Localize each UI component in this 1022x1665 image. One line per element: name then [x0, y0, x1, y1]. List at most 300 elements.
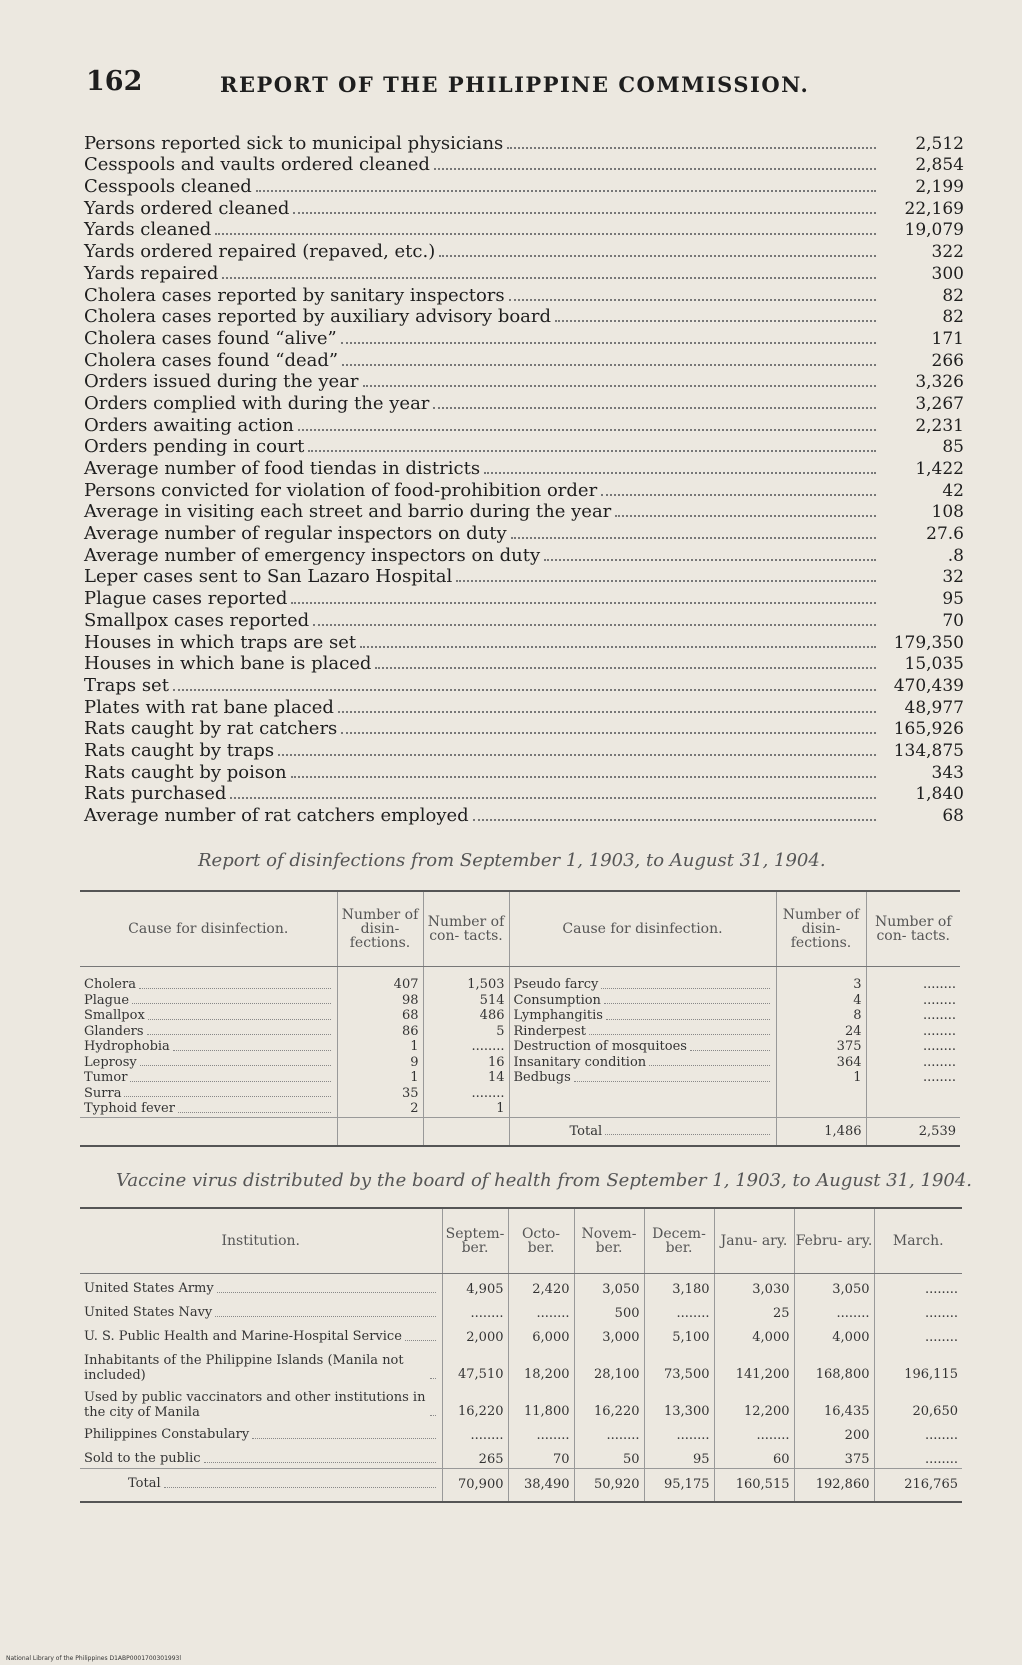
stat-value: 108 [931, 502, 964, 523]
col-header-disinfections-2: Number of disin- fections. [776, 891, 866, 967]
dot-leader [507, 147, 876, 149]
disinfections-value: 375 [836, 1039, 862, 1054]
stat-value: 48,977 [904, 697, 964, 718]
stat-row [84, 306, 964, 328]
stat-label: Rats caught by poison [84, 761, 287, 783]
contacts-value: 1 [496, 1101, 505, 1116]
stat-row [84, 436, 964, 458]
dot-leader [222, 277, 876, 279]
cause-label: Cholera [84, 977, 136, 992]
dot-leader [473, 819, 876, 821]
dot-leader [604, 1003, 770, 1004]
stat-value: 179,350 [893, 632, 964, 653]
cause-label: Smallpox [84, 1008, 145, 1023]
total-contacts: 2,539 [866, 1117, 960, 1146]
month-value: 3,180 [644, 1274, 714, 1299]
cause-label: Plague [84, 992, 130, 1008]
month-value: 13,300 [644, 1383, 714, 1420]
table-row [80, 1383, 962, 1420]
stat-row [84, 414, 964, 436]
institution-cell [84, 1428, 438, 1443]
total-value: 95,175 [644, 1469, 714, 1503]
stat-row [84, 501, 964, 523]
cause-item [514, 993, 772, 1009]
month-value: 95 [644, 1444, 714, 1469]
contacts-value: ........ [471, 1039, 505, 1054]
month-value: 3,050 [574, 1274, 644, 1299]
cause-item [514, 1039, 772, 1055]
stat-value: 32 [942, 567, 964, 588]
month-value: 73,500 [644, 1346, 714, 1383]
stat-row [84, 479, 964, 501]
col-header: March. [874, 1208, 962, 1274]
dot-leader [544, 559, 876, 561]
month-value: 4,905 [442, 1274, 508, 1299]
month-value: 70 [508, 1444, 574, 1469]
stat-value: 70 [942, 610, 964, 631]
stat-row [84, 197, 964, 219]
stat-value: 171 [931, 328, 964, 349]
month-value: 2,000 [442, 1322, 508, 1346]
vaccine-table [80, 1207, 962, 1503]
dot-leader [173, 1050, 331, 1051]
disinfections-value: 364 [836, 1054, 862, 1070]
disinfections-value: 1 [853, 1070, 862, 1085]
month-value: 265 [442, 1444, 508, 1469]
month-value: 25 [714, 1298, 794, 1322]
contacts-value: 5 [496, 1023, 505, 1039]
stat-value: 82 [942, 285, 964, 306]
stat-row [84, 175, 964, 197]
stat-label: Rats purchased [84, 783, 227, 805]
col-header: Febru- ary. [794, 1208, 874, 1274]
stat-value: .8 [947, 545, 964, 566]
total-value: 38,490 [508, 1469, 574, 1503]
cause-item [514, 1024, 772, 1040]
stat-value: 27.6 [926, 524, 964, 545]
stat-value: 1,422 [915, 459, 964, 479]
stat-label: Average number of regular inspectors on duty [84, 523, 507, 545]
disinfections-value: 98 [401, 992, 419, 1008]
dot-leader [148, 1019, 331, 1020]
stat-value: 470,439 [893, 675, 964, 696]
month-value: ........ [794, 1298, 874, 1322]
dot-leader [341, 342, 876, 344]
dot-leader [147, 1034, 331, 1035]
month-value: 2,420 [508, 1274, 574, 1299]
dot-leader [308, 450, 876, 452]
col-header: Janu- ary. [714, 1208, 794, 1274]
cause-label: Tumor [84, 1070, 128, 1085]
institution-cell [84, 1354, 438, 1383]
cause-item [84, 1008, 333, 1024]
month-value: 12,200 [714, 1383, 794, 1420]
disinfections-value: 35 [401, 1085, 419, 1101]
total-value: 216,765 [874, 1469, 962, 1503]
cause-label: Insanitary condition [513, 1054, 647, 1070]
stat-row [84, 674, 964, 696]
contacts-value: ........ [922, 977, 956, 992]
stat-row [84, 653, 964, 675]
institution-label: Philippines Constabulary [84, 1427, 250, 1442]
dot-leader [511, 537, 876, 539]
month-value: 196,115 [874, 1346, 962, 1383]
stat-value: 19,079 [904, 220, 964, 241]
cause-label: Consumption [513, 992, 601, 1008]
cause-item [84, 1024, 333, 1040]
dot-leader [342, 364, 876, 366]
stat-row [84, 457, 964, 479]
stat-row [84, 219, 964, 241]
total-text: Total [128, 1476, 161, 1491]
institution-cell [84, 1391, 438, 1420]
month-value: ........ [442, 1420, 508, 1444]
disinfections-value: 68 [401, 1008, 419, 1023]
month-value: 60 [714, 1444, 794, 1469]
stat-label: Leper cases sent to San Lazaro Hospital [84, 566, 453, 588]
cause-label: Hydrophobia [84, 1039, 170, 1054]
month-value: 4,000 [794, 1322, 874, 1346]
cause-item [84, 1039, 333, 1055]
month-value: ........ [574, 1420, 644, 1444]
dot-leader [509, 299, 876, 301]
stat-row [84, 783, 964, 805]
stat-label: Cholera cases found “alive” [84, 327, 337, 349]
month-value: ........ [874, 1322, 962, 1346]
month-value: 50 [574, 1444, 644, 1469]
month-value: 16,435 [794, 1383, 874, 1420]
institution-label: United States Navy [84, 1305, 213, 1320]
dot-leader [430, 1415, 436, 1416]
stat-label: Yards ordered cleaned [84, 197, 290, 219]
stat-row [84, 132, 964, 154]
stat-label: Cholera cases reported by sanitary inspectors [84, 284, 505, 306]
stat-row [84, 696, 964, 718]
institution-label: Inhabitants of the Philippine Islands (Manila not included) [84, 1353, 404, 1383]
col-header: Institution. [80, 1208, 442, 1274]
dot-leader [375, 667, 876, 669]
dot-leader [178, 1112, 331, 1113]
month-value: 28,100 [574, 1346, 644, 1383]
dot-leader [204, 1462, 436, 1463]
dot-leader [291, 776, 876, 778]
dot-leader [341, 732, 876, 734]
stat-row [84, 392, 964, 414]
dot-leader [601, 988, 769, 989]
dot-leader [430, 1378, 436, 1379]
dot-leader [439, 255, 876, 257]
stat-row [84, 284, 964, 306]
contacts-value: ........ [922, 992, 956, 1008]
stat-value: 3,326 [915, 372, 964, 393]
contacts-value: 486 [479, 1008, 505, 1023]
disinfections-value: 3 [853, 977, 862, 992]
dot-leader [139, 988, 331, 989]
cause-label: Bedbugs [513, 1070, 571, 1085]
stat-label: Average number of emergency inspectors on duty [84, 544, 541, 566]
stat-label: Average number of food tiendas in districts [84, 458, 481, 479]
stat-row [84, 609, 964, 631]
dot-leader [291, 602, 876, 604]
stat-value: 1,840 [915, 784, 964, 805]
stat-row [84, 349, 964, 371]
month-value: 20,650 [874, 1383, 962, 1420]
total-row [80, 1469, 962, 1503]
contacts-value: ........ [922, 1039, 956, 1054]
disinfections-value: 4 [853, 992, 862, 1008]
cause-item [84, 977, 333, 993]
month-value: ........ [644, 1298, 714, 1322]
stat-value: 322 [931, 242, 964, 263]
month-value: 11,800 [508, 1383, 574, 1420]
dot-leader [606, 1019, 770, 1020]
dot-leader [215, 1316, 435, 1317]
stat-label: Orders issued during the year [84, 371, 359, 393]
dot-leader [360, 646, 876, 648]
cause-label: Leprosy [84, 1054, 137, 1070]
contacts-value: ........ [922, 1054, 956, 1070]
month-value: 5,100 [644, 1322, 714, 1346]
dot-leader [456, 580, 876, 582]
stat-label: Houses in which traps are set [84, 631, 357, 653]
col-header-contacts: Number of con- tacts. [423, 891, 509, 967]
contacts-value: 14 [487, 1070, 505, 1085]
month-value: 3,000 [574, 1322, 644, 1346]
stat-row [84, 240, 964, 262]
stat-label: Cesspools and vaults ordered cleaned [84, 154, 430, 176]
table-row [80, 1444, 962, 1469]
institution-cell [84, 1306, 438, 1321]
institution-cell [84, 1452, 438, 1467]
month-value: 500 [574, 1298, 644, 1322]
total-disinfections: 1,486 [776, 1117, 866, 1146]
dot-leader [298, 429, 876, 431]
vaccine-caption: Vaccine virus distributed by the board of health from September 1, 1903, to August 31, 1904. [116, 1170, 973, 1191]
stat-value: 165,926 [893, 719, 964, 740]
stat-value: 22,169 [904, 198, 964, 219]
stat-value: 82 [942, 307, 964, 328]
cause-item [84, 993, 333, 1009]
disinfections-value: 86 [401, 1023, 419, 1039]
cause-label: Lymphangitis [513, 1008, 603, 1023]
total-label [128, 1477, 438, 1492]
table-row [80, 1346, 962, 1383]
stat-row [84, 761, 964, 783]
dot-leader [140, 1065, 331, 1066]
disinfections-value: 9 [410, 1054, 419, 1070]
stat-row [84, 544, 964, 566]
month-value: 3,050 [794, 1274, 874, 1299]
stat-label: Plates with rat bane placed [84, 696, 334, 718]
dot-leader [164, 1487, 436, 1488]
dot-leader [278, 754, 876, 756]
disinfections-value: 8 [853, 1008, 862, 1023]
stat-label: Orders pending in court [84, 436, 305, 458]
disinfections-value: 407 [393, 977, 419, 992]
contacts-value: 1,503 [467, 977, 505, 992]
dot-leader [649, 1065, 769, 1066]
month-value: ........ [874, 1420, 962, 1444]
dot-leader [132, 1003, 330, 1004]
total-value: 160,515 [714, 1469, 794, 1503]
dot-leader [338, 711, 876, 713]
stat-value: 2,854 [915, 155, 964, 176]
dot-leader [690, 1050, 770, 1051]
dot-leader [124, 1096, 330, 1097]
month-value: 375 [794, 1444, 874, 1469]
col-header: Novem- ber. [574, 1208, 644, 1274]
institution-label: United States Army [84, 1281, 214, 1296]
col-header: Decem- ber. [644, 1208, 714, 1274]
dot-leader [230, 797, 876, 799]
contacts-value: 514 [479, 992, 505, 1008]
dot-leader [256, 190, 876, 192]
col-header: Septem- ber. [442, 1208, 508, 1274]
cause-label: Pseudo farcy [513, 977, 599, 992]
stat-label: Orders complied with during the year [84, 392, 430, 414]
table-row [80, 1420, 962, 1444]
month-value: 18,200 [508, 1346, 574, 1383]
month-value: ........ [508, 1298, 574, 1322]
total-value: 70,900 [442, 1469, 508, 1503]
col-header-disinfections: Number of disin- fections. [337, 891, 423, 967]
dot-leader [555, 320, 876, 322]
stat-row [84, 718, 964, 740]
stat-value: 3,267 [915, 393, 964, 414]
stat-row [84, 804, 964, 826]
month-value: 16,220 [442, 1383, 508, 1420]
stat-row [84, 739, 964, 761]
month-value: ........ [508, 1420, 574, 1444]
stat-value: 2,512 [915, 133, 964, 154]
table-row [80, 1322, 962, 1346]
dot-leader [363, 385, 877, 387]
col-header-cause-2: Cause for disinfection. [509, 891, 776, 967]
month-value: 16,220 [574, 1383, 644, 1420]
contacts-value: ........ [471, 1085, 505, 1101]
stat-value: 68 [942, 806, 964, 826]
cause-item [514, 1070, 772, 1086]
statistics-list [84, 132, 964, 826]
cause-item [514, 1008, 772, 1024]
dot-leader [589, 1034, 770, 1035]
cause-item [84, 1070, 333, 1086]
dot-leader [217, 1292, 436, 1293]
cause-item [84, 1086, 333, 1102]
stat-label: Average in visiting each street and barrio during the year [84, 501, 612, 523]
dot-leader [293, 212, 876, 214]
contacts-value: 16 [487, 1054, 505, 1070]
month-value: 168,800 [794, 1346, 874, 1383]
stat-value: 42 [942, 480, 964, 501]
table-row [80, 1298, 962, 1322]
institution-cell [84, 1282, 438, 1297]
stat-label: Average number of rat catchers employed [84, 805, 469, 826]
cause-label: Surra [84, 1085, 122, 1101]
disinfections-value: 2 [410, 1101, 419, 1116]
stat-value: 85 [942, 437, 964, 458]
cause-item [84, 1055, 333, 1071]
cause-label: Destruction of mosquitoes [513, 1039, 687, 1054]
footer-credit: National Library of the Philippines D1ABP0001700301993l [6, 1655, 182, 1662]
dot-leader [252, 1438, 435, 1439]
stat-label: Rats caught by traps [84, 739, 275, 761]
stat-label: Smallpox cases reported [84, 609, 310, 631]
disinfections-value: 1 [410, 1039, 419, 1054]
col-header-contacts-2: Number of con- tacts. [866, 891, 960, 967]
total-value: 192,860 [794, 1469, 874, 1503]
stat-label: Cesspools cleaned [84, 176, 252, 198]
stat-row [84, 587, 964, 609]
disinfection-table [80, 890, 960, 1147]
month-value: ........ [874, 1274, 962, 1299]
month-value: ........ [442, 1298, 508, 1322]
stat-label: Rats caught by rat catchers [84, 718, 338, 740]
contacts-value: ........ [922, 1008, 956, 1023]
page-number: 162 [86, 66, 143, 97]
institution-label: U. S. Public Health and Marine-Hospital Service [84, 1329, 402, 1344]
month-value: ........ [644, 1420, 714, 1444]
running-head: REPORT OF THE PHILIPPINE COMMISSION. [220, 72, 810, 97]
stat-value: 2,231 [915, 415, 964, 436]
stat-label: Cholera cases reported by auxiliary advisory board [84, 306, 552, 328]
stat-row [84, 522, 964, 544]
stat-value: 343 [931, 762, 964, 783]
dot-leader [313, 624, 876, 626]
stat-label: Orders awaiting action [84, 414, 294, 436]
cause-item [514, 977, 772, 993]
cause-label: Typhoid fever [84, 1101, 175, 1116]
dot-leader [173, 689, 876, 691]
month-value: ........ [714, 1420, 794, 1444]
month-value: ........ [874, 1298, 962, 1322]
stat-label: Houses in which bane is placed [84, 653, 372, 675]
dot-leader [601, 494, 876, 496]
institution-label: Sold to the public [84, 1451, 201, 1466]
dot-leader [434, 168, 876, 170]
stat-label: Yards cleaned [84, 219, 212, 241]
dot-leader [215, 233, 876, 235]
dot-leader [484, 472, 876, 474]
institution-cell [84, 1330, 438, 1345]
stat-value: 95 [942, 589, 964, 610]
disinfection-caption: Report of disinfections from September 1, 1903, to August 31, 1904. [198, 850, 826, 871]
stat-value: 15,035 [904, 654, 964, 675]
month-value: 4,000 [714, 1322, 794, 1346]
stat-row [84, 566, 964, 588]
month-value: 3,030 [714, 1274, 794, 1299]
month-value: 141,200 [714, 1346, 794, 1383]
contacts-value: ........ [922, 1070, 956, 1085]
stat-row [84, 262, 964, 284]
dot-leader [574, 1081, 770, 1082]
dot-leader [433, 407, 876, 409]
col-header-cause: Cause for disinfection. [80, 891, 337, 967]
month-value: 200 [794, 1420, 874, 1444]
dot-leader [615, 515, 876, 517]
stat-label: Plague cases reported [84, 588, 288, 610]
col-header: Octo- ber. [508, 1208, 574, 1274]
dot-leader [405, 1340, 436, 1341]
stat-label: Cholera cases found “dead” [84, 349, 339, 371]
stat-row [84, 631, 964, 653]
month-value: 6,000 [508, 1322, 574, 1346]
table-row [80, 1274, 962, 1299]
cause-item [84, 1101, 333, 1117]
total-value: 50,920 [574, 1469, 644, 1503]
stat-label: Persons convicted for violation of food-prohibition order [84, 479, 598, 501]
cause-label: Rinderpest [513, 1023, 586, 1039]
